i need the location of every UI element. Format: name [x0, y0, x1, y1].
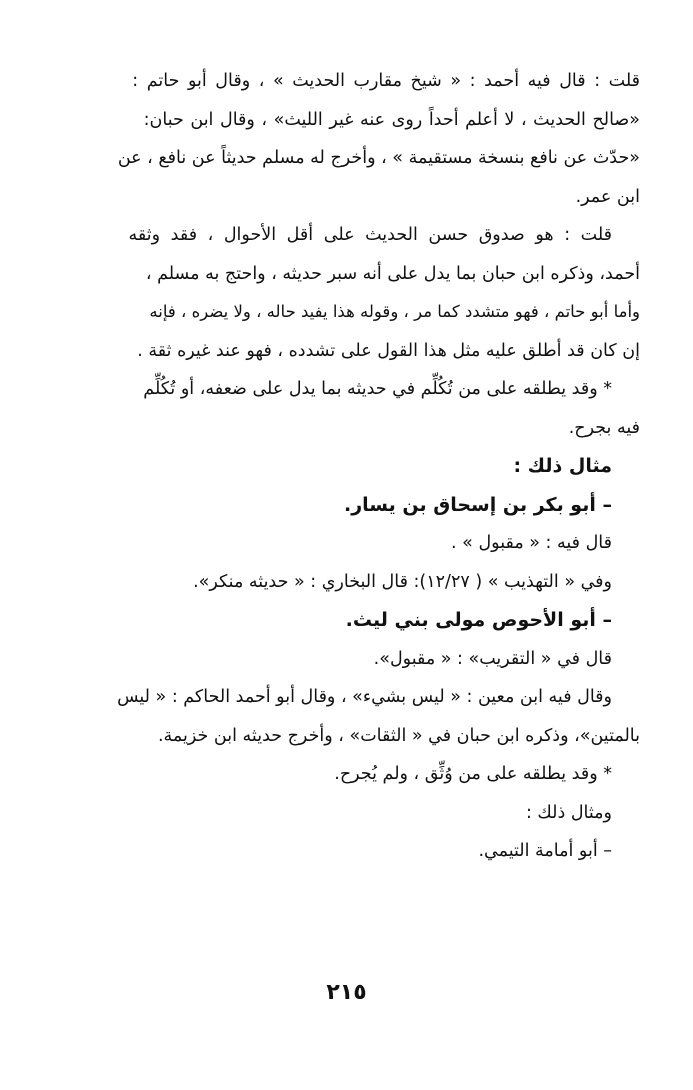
text-line-7: وأما أبو حاتم ، فهو متشدد كما مر ، وقوله هذا يفيد حاله ، ولا يضره ، فإنه: [149, 302, 640, 321]
narrator-name-2: – أبو الأحوص مولى بني ليث.: [345, 609, 612, 631]
text-line-16: قال في « التقريب» : « مقبول».: [373, 648, 612, 669]
text-line-20: ومثال ذلك :: [525, 802, 612, 823]
text-line-8: إن كان قد أطلق عليه مثل هذا القول على تشدده ، فهو عند غيره ثقة .: [137, 340, 640, 361]
text-line-9: * وقد يطلقه على من تُكُلِّم في حديثه بما يدل على ضعفه، أو تُكُلِّم: [143, 379, 612, 399]
text-line-6: أحمد، وذكره ابن حبان بما يدل على أنه سبر حديثه ، واحتج به مسلم ،: [145, 263, 640, 284]
text-line-5: قلت : هو صدوق حسن الحديث على أقل الأحوال ، فقد وثقه: [128, 225, 612, 245]
text-line-10: فيه بجرح.: [568, 417, 640, 438]
text-line-21: – أبو أمامة التيمي.: [478, 841, 612, 861]
text-line-3: «حدّث عن نافع بنسخة مستقيمة » ، وأخرج له مسلم حديثاً عن نافع ، عن: [117, 148, 640, 168]
page-text: [70, 62, 640, 871]
text-line-18: بالمتين»، وذكره ابن حبان في « الثقات» ، وأخرج حديثه ابن خزيمة.: [157, 725, 640, 746]
text-line-2: «صالح الحديث ، لا أعلم أحداً روى عنه غير الليث» ، وقال ابن حبان:: [143, 109, 640, 130]
narrator-name-1: – أبو بكر بن إسحاق بن يسار.: [344, 493, 612, 516]
text-line-14: وفي « التهذيب » ( ١٢/٢٧): قال البخاري : « حديثه منكر».: [193, 571, 612, 592]
text-line-1: قلت : قال فيه أحمد : « شيخ مقارب الحديث » ، وقال أبو حاتم :: [132, 71, 640, 91]
text-line-4: ابن عمر.: [575, 186, 640, 207]
text-line-17: وقال فيه ابن معين : « ليس بشيء» ، وقال أبو أحمد الحاكم : « ليس: [117, 687, 612, 707]
text-line-13: قال فيه : « مقبول » .: [451, 533, 612, 553]
example-heading: مثال ذلك :: [513, 455, 612, 477]
text-line-19: * وقد يطلقه على من وُثِّق ، ولم يُجرح.: [334, 764, 612, 784]
page-number: ٢١٥: [326, 980, 367, 1005]
